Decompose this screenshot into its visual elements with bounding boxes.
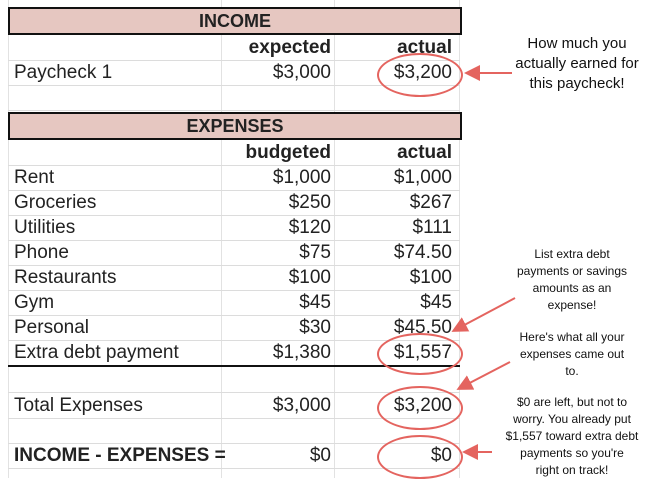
- budgeted-value: $1,380: [272, 342, 331, 363]
- expenses-column-headers: [8, 140, 460, 166]
- actual-value: $1,557: [393, 342, 452, 363]
- actual-value: $3,200: [393, 62, 452, 83]
- col-expected: expected: [248, 37, 331, 58]
- actual-value: $267: [409, 192, 452, 213]
- col-actual: actual: [397, 37, 452, 58]
- highlight-circle-paycheck: [377, 53, 463, 97]
- income-title: INCOME: [199, 11, 271, 31]
- highlight-circle-extra-debt: [377, 333, 463, 375]
- note-line: $1,557 toward extra debt: [505, 429, 639, 443]
- note-line: worry. You already put: [513, 412, 631, 426]
- actual-value: $111: [412, 217, 452, 238]
- note-balance: [494, 394, 650, 479]
- note-line: How much you: [527, 35, 627, 52]
- row-label: Restaurants: [14, 267, 117, 288]
- row-label: Phone: [14, 242, 69, 263]
- note-expenses: [497, 329, 647, 380]
- actual-value: $100: [409, 267, 452, 288]
- budgeted-value: $30: [299, 317, 331, 338]
- expense-row[interactable]: [8, 290, 460, 316]
- row-label: Rent: [14, 167, 55, 188]
- actual-value: $74.50: [393, 242, 452, 263]
- budgeted-value: $100: [288, 267, 331, 288]
- note-line: actually earned for: [515, 55, 639, 72]
- row-label: Personal: [14, 317, 89, 338]
- note-line: right on track!: [535, 463, 609, 477]
- col-budgeted: budgeted: [245, 142, 331, 163]
- actual-value: $3,200: [393, 395, 452, 416]
- budgeted-value: $120: [288, 217, 331, 238]
- highlight-circle-balance: [377, 435, 463, 479]
- row-label: Groceries: [14, 192, 97, 213]
- expenses-header: [8, 112, 462, 140]
- note-paycheck: [504, 34, 650, 94]
- highlight-circle-total: [377, 386, 463, 430]
- empty-row: [8, 367, 460, 393]
- budgeted-value: $3,000: [272, 395, 331, 416]
- actual-value: $1,000: [393, 167, 452, 188]
- note-line: Here's what all your: [519, 330, 625, 344]
- budgeted-value: $75: [299, 242, 331, 263]
- expense-row[interactable]: [8, 265, 460, 291]
- actual-value: $45: [420, 292, 452, 313]
- actual-value: $0: [430, 445, 452, 466]
- row-label: Total Expenses: [14, 395, 143, 416]
- note-extra-debt: [497, 246, 647, 314]
- actual-value: $45.50: [393, 317, 452, 338]
- expense-row[interactable]: [8, 190, 460, 216]
- expense-row[interactable]: [8, 215, 460, 241]
- note-line: expense!: [547, 298, 597, 312]
- budgeted-value: $250: [288, 192, 331, 213]
- row-label: Paycheck 1: [14, 62, 113, 83]
- expenses-title: EXPENSES: [186, 116, 284, 136]
- col-actual: actual: [397, 142, 452, 163]
- expected-value: $3,000: [272, 62, 331, 83]
- budgeted-value: $0: [309, 445, 331, 466]
- note-line: payments or savings: [516, 264, 628, 278]
- row-label: Extra debt payment: [14, 342, 179, 363]
- note-line: to.: [565, 364, 579, 378]
- row-label: Utilities: [14, 217, 76, 238]
- budgeted-value: $1,000: [272, 167, 331, 188]
- note-line: amounts as an: [532, 281, 612, 295]
- row-label: Gym: [14, 292, 55, 313]
- row-label: INCOME - EXPENSES =: [14, 445, 226, 466]
- income-header: [8, 7, 462, 35]
- note-line: this paycheck!: [529, 75, 625, 92]
- expense-row[interactable]: [8, 240, 460, 266]
- note-line: List extra debt: [534, 247, 610, 261]
- note-line: payments so you're: [520, 446, 624, 460]
- note-line: $0 are left, but not to: [516, 395, 628, 409]
- budgeted-value: $45: [299, 292, 331, 313]
- note-line: expenses came out: [519, 347, 625, 361]
- expense-row[interactable]: [8, 165, 460, 191]
